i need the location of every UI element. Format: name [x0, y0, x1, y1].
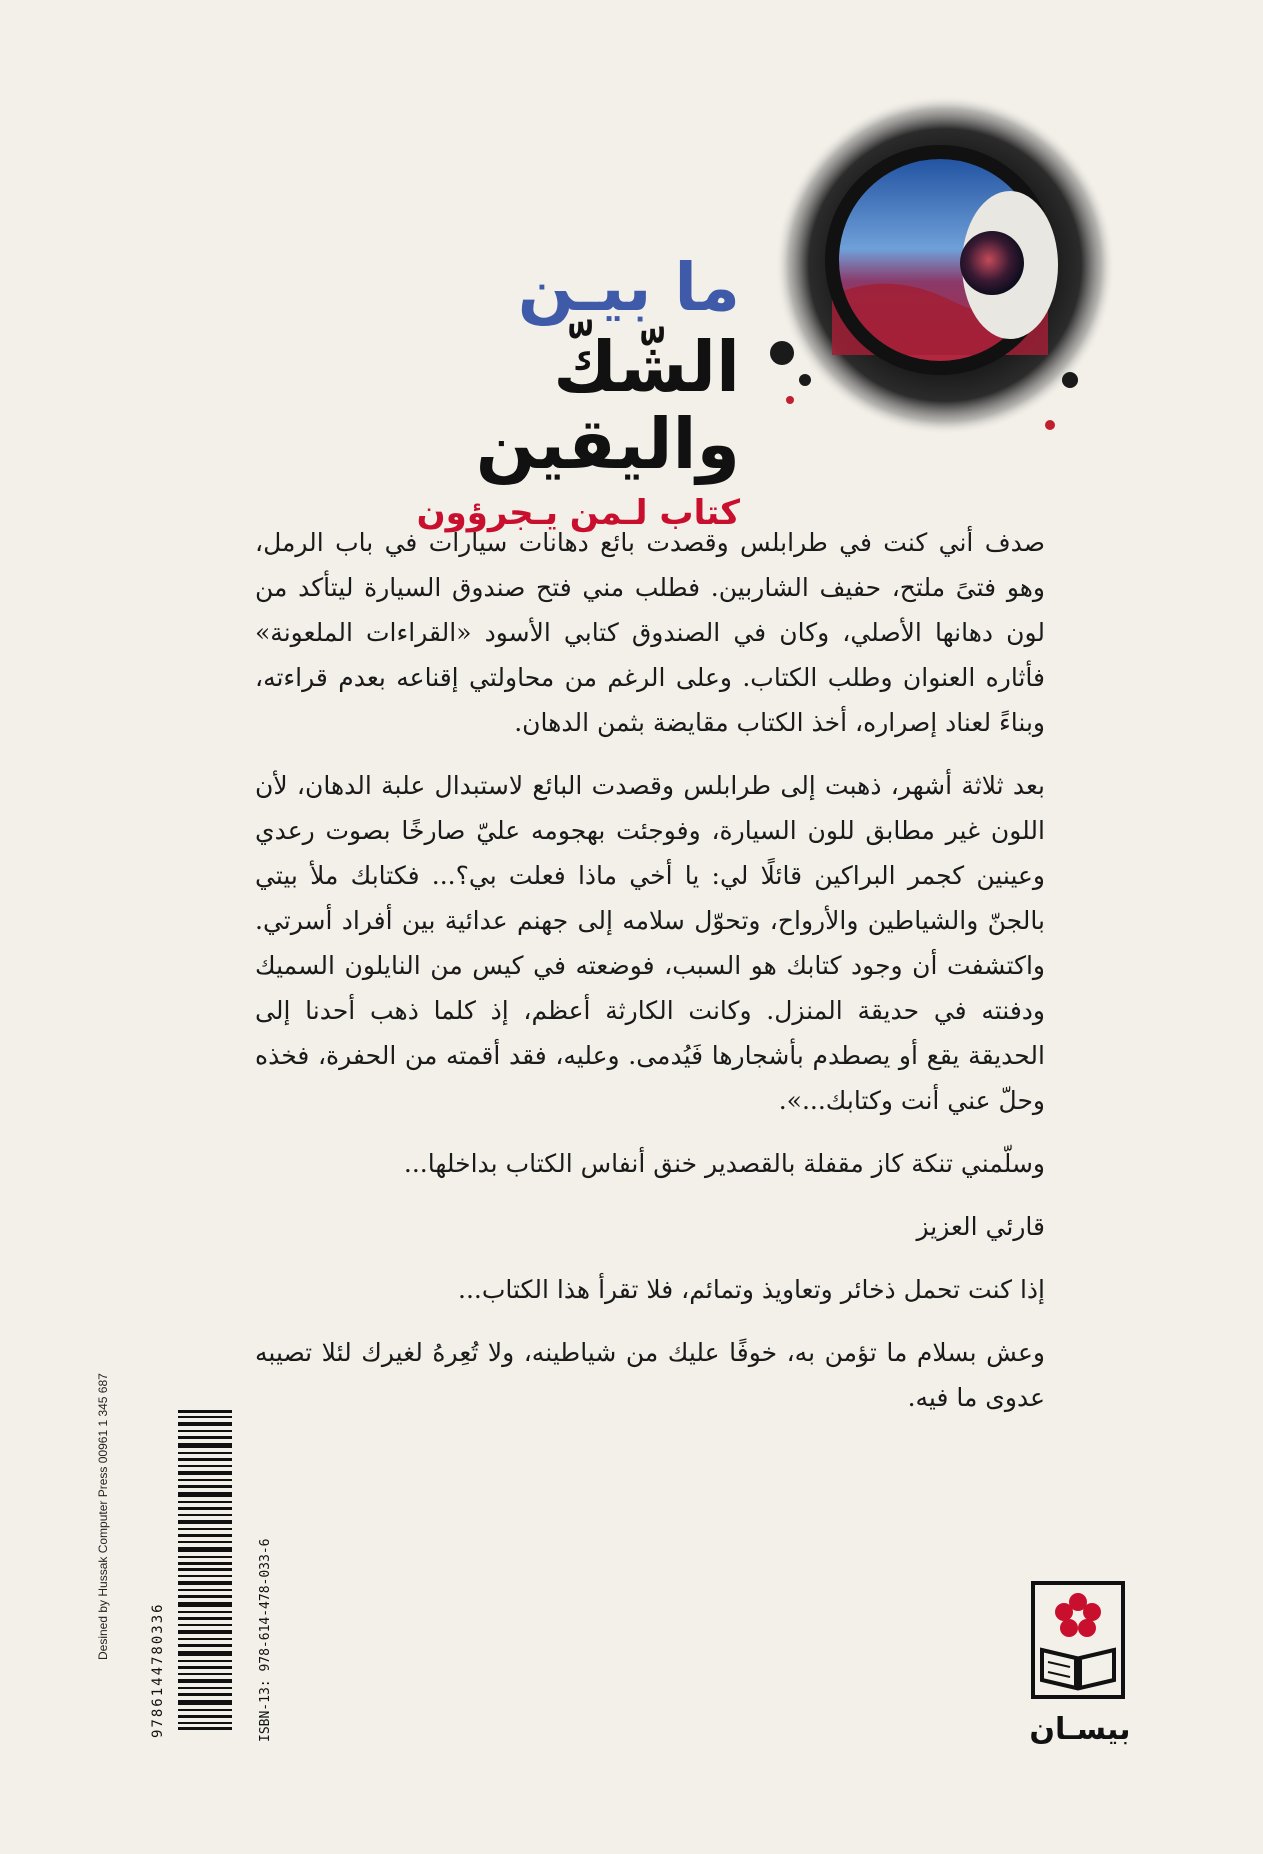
book-title-line1: ما بيـن [517, 249, 740, 326]
book-title-block [330, 249, 740, 533]
publisher-logo-icon [1030, 1580, 1126, 1700]
barcode-digits: 9786144780336 [150, 1602, 166, 1738]
blurb-paragraph: صدف أني كنت في طرابلس وقصدت بائع دهانات سيارات في باب الرمل، وهو فتىً ملتح، حفيف الشاربين. فطلب مني فتح صندوق السيارة ليتأكد من لون دهانها الأصلي، وكان في الصندوق كتابي الأسود «القراءات الملعونة» فأثاره العنوان وطلب الكتاب. وعلى الرغم من محاولتي إقناعه بعدم قراءته، وبناءً لعناد إصراره، أخذ الكتاب مقايضة بثمن الدهان. [255, 528, 1045, 737]
eclipse-artwork [770, 95, 1130, 455]
book-subtitle: كتاب لـمن يـجرؤون [416, 493, 740, 533]
blurb-paragraph: إذا كنت تحمل ذخائر وتعاويذ وتمائم، فلا تقرأ هذا الكتاب... [458, 1275, 1045, 1304]
designer-credit: Desined by Hussak Computer Press 00961 1 345 687 [96, 1373, 110, 1660]
blurb-text [255, 520, 1045, 1438]
publisher-name: بيسـان [1029, 1712, 1131, 1747]
blurb-paragraph: وسلّمني تنكة كاز مقفلة بالقصدير خنق أنفاس الكتاب بداخلها... [403, 1149, 1045, 1178]
blurb-paragraph: بعد ثلاثة أشهر، ذهبت إلى طرابلس وقصدت البائع لاستبدال علبة الدهان، لأن اللون غير مطابق للون السيارة، وفوجئت بهجومه عليّ صارخًا بصوت رعدي وعينين كجمر البراكين قائلًا لي: يا أخي ماذا فعلت بي؟... فكتابك ملأ بيتي بالجنّ والشياطين والأرواح، وتحوّل سلامه إلى جهنم عدائية بين أفراد أسرتي. واكتشفت أن وجود كتابك هو السبب، فوضعته في كيس من النايلون السميك ودفنته في حديقة المنزل. وكانت الكارثة أعظم، إذ كلما ذهب أحدنا إلى الحديقة يقع أو يصطدم بأشجارها فَيُدمى. وعليه، فقد أقمته من الحفرة، فخذه وحلّ عني أنت وكتابك...». [255, 771, 1045, 1115]
book-title-line2: الشّكّ واليقين [475, 326, 740, 485]
barcode [178, 1410, 232, 1730]
blurb-paragraph: وعش بسلام ما تؤمن به، خوفًا عليك من شياطينه، ولا تُعِرهُ لغيرك لئلا تصيبه عدوى ما فيه. [255, 1338, 1045, 1412]
isbn-label: ISBN-13: 978-614-478-033-6 [258, 1538, 273, 1742]
blurb-paragraph: قارئي العزيز [916, 1212, 1045, 1241]
